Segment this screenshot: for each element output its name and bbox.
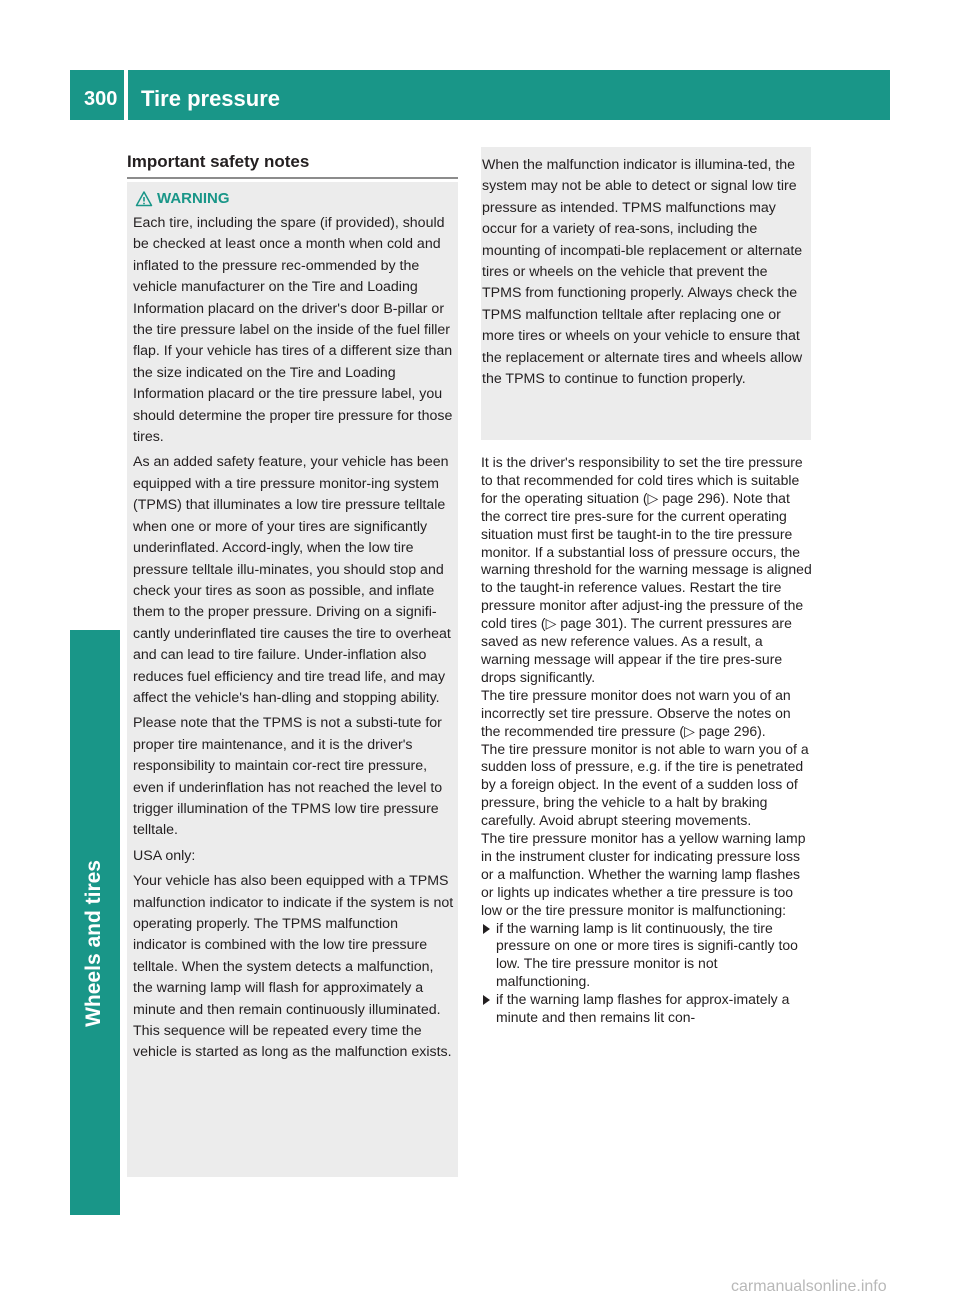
info-box-text: When the malfunction indicator is illumina-ted, the system may not be able to detect or signal low tire pressure as intended. TPMS malfunctions may occur for a variety of rea-sons, including the mounting of incompati-ble replacement or alternate tires or wheels on the vehicle that prevent the TPMS from functioning properly. Always check the TPMS malfunction telltale after replacing one or more tires or wheels on your vehicle to ensure that the replacement or alternate tires and wheels allow the TPMS to continue to function properly. bbox=[482, 157, 803, 388]
warning-text bbox=[133, 213, 455, 1068]
header-divider bbox=[124, 70, 128, 120]
page-title: Tire pressure bbox=[141, 86, 281, 111]
warning-paragraph: As an added safety feature, your vehicle has been equipped with a tire pressure monitor-ing system (TPMS) that illuminates a low tire pressure telltale when one or more of your tires are significantly underinflated. Accord-ingly, when the low tire pressure telltale illu-minates, you should stop and check your tires as soon as possible, and inflate them to the proper pressure. Driving on a signifi-cantly underinflated tire causes the tire to overheat and can lead to tire failure. Under-inflation also reduces fuel efficiency and tire tread life, and may affect the vehicle's han-dling and stopping ability. bbox=[133, 454, 451, 706]
bullet-item: if the warning lamp flashes for approx-imately a minute and then remains lit con- bbox=[481, 991, 813, 1027]
warning-paragraph: USA only: bbox=[133, 847, 196, 864]
watermark: carmanualsonline.info bbox=[731, 1278, 887, 1295]
body-text bbox=[481, 454, 813, 1027]
body-paragraph: The tire pressure monitor has a yellow warning lamp in the instrument cluster for indicating pressure loss or a malfunction. Whether the warning lamp flashes or lights up indicates whether a tire pressure is too low or the tire pressure monitor is malfunctioning: bbox=[481, 830, 806, 918]
section-heading: Important safety notes bbox=[127, 152, 310, 171]
warning-paragraph: Your vehicle has also been equipped with a TPMS malfunction indicator to indicate if the system is not operating properly. The TPMS malfunction indicator is combined with the low tire pressure telltale. When the system detects a malfunction, the warning lamp will flash for approximately a minute and then remain continuously illuminated. This sequence will be repeated every time the vehicle is started as long as the malfunction exists. bbox=[133, 873, 454, 1061]
body-paragraph: The tire pressure monitor is not able to warn you of a sudden loss of pressure, e.g. if the tire is penetrated by a foreign object. In the event of a sudden loss of pressure, bring the vehicle to a halt by braking carefully. Avoid abrupt steering movements. bbox=[481, 740, 809, 829]
body-paragraph: The tire pressure monitor does not warn you of an incorrectly set tire pressure. Observe the notes on the recommended tire pressure (▷ page 296). bbox=[481, 686, 791, 739]
warning-label: WARNING bbox=[157, 190, 230, 207]
bullet-item: if the warning lamp is lit continuously, the tire pressure on one or more tires is signifi-cantly too low. The tire pressure monitor is not malfunctioning. bbox=[481, 920, 813, 992]
side-tab-label-wrap bbox=[82, 860, 108, 1027]
warning-triangle-icon bbox=[135, 190, 153, 208]
body-paragraph: It is the driver's responsibility to set the tire pressure to that recommended for cold tires which is suitable for the operating situation (▷ page 296). Note that the correct tire pres-sure for the current operating situation must first be taught-in to the tire pressure monitor. If a substantial loss of pressure occurs, the warning threshold for the warning message is aligned to the taught-in reference values. Restart the tire pressure monitor after adjust-ing the pressure of the cold tires (▷ page 301). The current pressures are saved as new reference values. As a result, a warning message will appear if the tire pres-sure drops significantly. bbox=[481, 454, 812, 685]
warning-paragraph: Each tire, including the spare (if provided), should be checked at least once a month when cold and inflated to the pressure rec-ommended by the vehicle manufacturer on the Tire and Loading Information placard on the driver's door B-pillar or the tire pressure label on the inside of the fuel filler flap. If your vehicle has tires of a different size than the size indicated on the Tire and Loading Information placard or the tire pressure label, you should determine the proper tire pressure for those tires. bbox=[133, 215, 453, 446]
page-number: 300 bbox=[84, 88, 118, 110]
heading-rule bbox=[127, 177, 458, 179]
side-tab-label: Wheels and tires bbox=[82, 860, 105, 1027]
warning-paragraph: Please note that the TPMS is not a substi-tute for proper tire maintenance, and it is the driver's responsibility to maintain cor-rect tire pressure, even if underinflation has not reached the level to trigger illumination of the TPMS low tire pressure telltale. bbox=[133, 715, 443, 839]
